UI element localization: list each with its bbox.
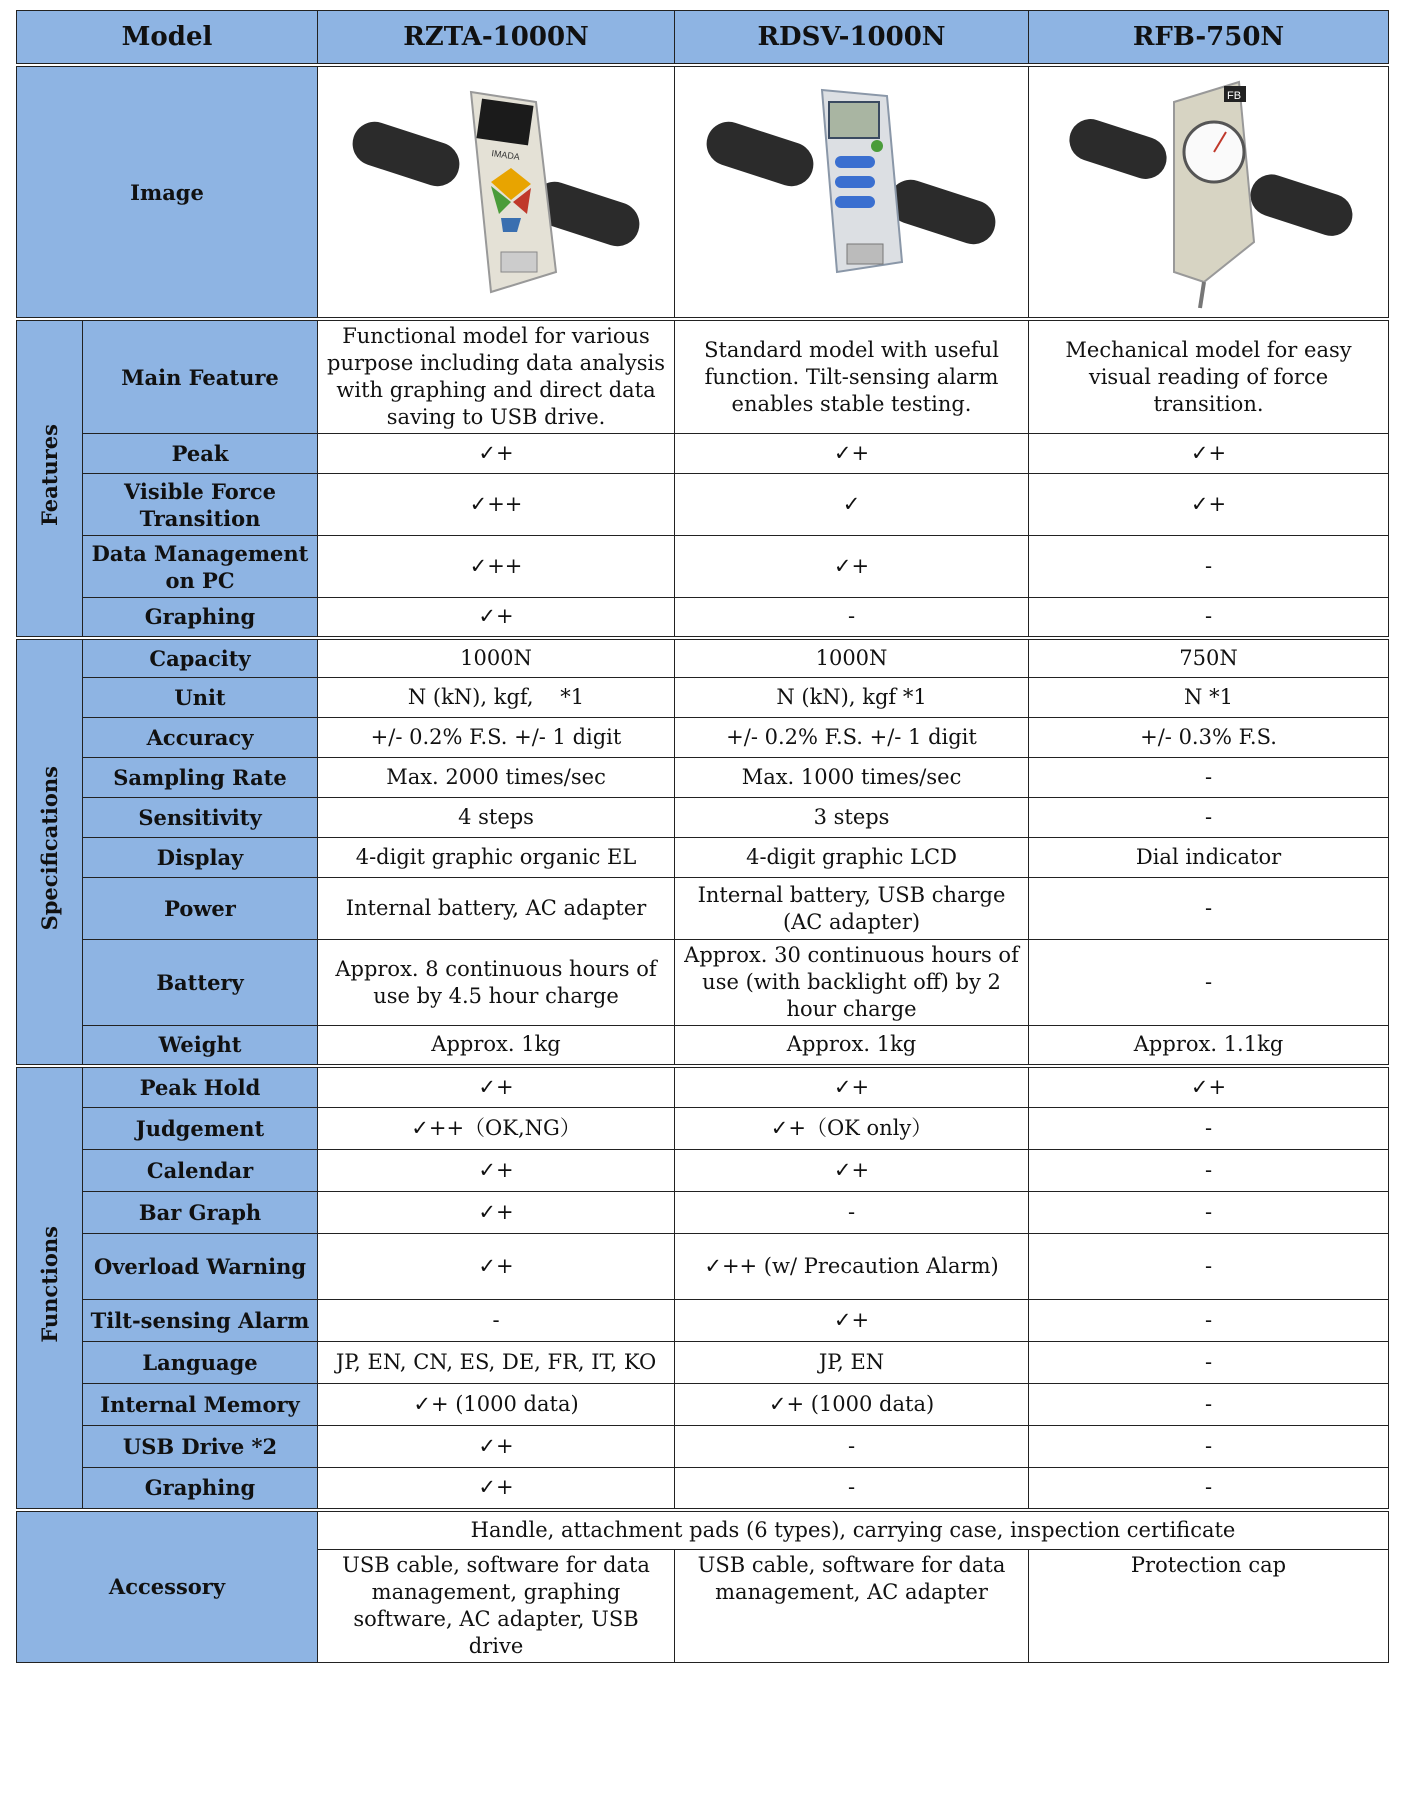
weight-value-1: Approx. 1kg: [318, 1026, 675, 1066]
language-value-2: JP, EN: [675, 1342, 1029, 1384]
capacity-label: Capacity: [83, 638, 318, 678]
row-unit: [17, 678, 1389, 718]
row-function-graphing: [17, 1468, 1389, 1510]
feature-graphing-value-1: ✓+: [318, 598, 675, 638]
calendar-value-2: ✓+: [675, 1150, 1029, 1192]
usb-drive-value-3: -: [1029, 1426, 1389, 1468]
accessory-value-3: Protection cap: [1029, 1550, 1389, 1663]
battery-value-2: Approx. 30 continuous hours of use (with backlight off) by 2 hour charge: [675, 940, 1029, 1026]
sensitivity-value-3: -: [1029, 798, 1389, 838]
language-label: Language: [83, 1342, 318, 1384]
peak-hold-label: Peak Hold: [83, 1066, 318, 1108]
overload-warning-value-2: ✓++ (w/ Precaution Alarm): [675, 1234, 1029, 1300]
row-sensitivity: [17, 798, 1389, 838]
bar-graph-value-1: ✓+: [318, 1192, 675, 1234]
model-header: Model: [17, 11, 318, 66]
peak-hold-value-1: ✓+: [318, 1066, 675, 1108]
calendar-value-1: ✓+: [318, 1150, 675, 1192]
feature-graphing-value-2: -: [675, 598, 1029, 638]
accessory-value-1: USB cable, software for data management, graphing software, AC adapter, USB drive: [318, 1550, 675, 1663]
image-row: [17, 65, 1389, 319]
product-image-3: [1029, 65, 1389, 319]
specifications-group-label: Specifications: [17, 638, 83, 1066]
row-judgement: [17, 1108, 1389, 1150]
internal-memory-value-1: ✓+ (1000 data): [318, 1384, 675, 1426]
features-group-label: Features: [17, 319, 83, 638]
data-management-value-2: ✓+: [675, 536, 1029, 598]
power-value-1: Internal battery, AC adapter: [318, 878, 675, 940]
internal-memory-label: Internal Memory: [83, 1384, 318, 1426]
model-name-1: RZTA-1000N: [318, 11, 675, 66]
sampling-rate-value-2: Max. 1000 times/sec: [675, 758, 1029, 798]
accuracy-value-3: +/- 0.3% F.S.: [1029, 718, 1389, 758]
judgement-value-1: ✓++（OK,NG）: [318, 1108, 675, 1150]
function-graphing-value-3: -: [1029, 1468, 1389, 1510]
accuracy-label: Accuracy: [83, 718, 318, 758]
row-feature-graphing: [17, 598, 1389, 638]
unit-value-3: N *1: [1029, 678, 1389, 718]
product-image-2: [675, 65, 1029, 319]
row-weight: [17, 1026, 1389, 1066]
image-label: Image: [17, 65, 318, 319]
main-feature-value-1: Functional model for various purpose including data analysis with graphing and direct data saving to USB drive.: [318, 319, 675, 434]
row-accuracy: [17, 718, 1389, 758]
sampling-rate-value-3: -: [1029, 758, 1389, 798]
sensitivity-label: Sensitivity: [83, 798, 318, 838]
feature-graphing-label: Graphing: [83, 598, 318, 638]
weight-value-2: Approx. 1kg: [675, 1026, 1029, 1066]
language-value-1: JP, EN, CN, ES, DE, FR, IT, KO: [318, 1342, 675, 1384]
row-peak-hold: [17, 1066, 1389, 1108]
force-gauge-rzta-image: [341, 72, 651, 312]
tilt-alarm-value-1: -: [318, 1300, 675, 1342]
display-value-2: 4-digit graphic LCD: [675, 838, 1029, 878]
visible-force-value-1: ✓++: [318, 474, 675, 536]
display-value-1: 4-digit graphic organic EL: [318, 838, 675, 878]
function-graphing-label: Graphing: [83, 1468, 318, 1510]
row-sampling-rate: [17, 758, 1389, 798]
feature-graphing-value-3: -: [1029, 598, 1389, 638]
row-language: [17, 1342, 1389, 1384]
function-graphing-value-1: ✓+: [318, 1468, 675, 1510]
comparison-table-wrapper: [16, 10, 1388, 1663]
main-feature-value-2: Standard model with useful function. Tilt-sensing alarm enables stable testing.: [675, 319, 1029, 434]
peak-value-2: ✓+: [675, 434, 1029, 474]
accuracy-value-1: +/- 0.2% F.S. +/- 1 digit: [318, 718, 675, 758]
accessory-label: Accessory: [17, 1510, 318, 1663]
battery-label: Battery: [83, 940, 318, 1026]
usb-drive-value-1: ✓+: [318, 1426, 675, 1468]
bar-graph-label: Bar Graph: [83, 1192, 318, 1234]
function-graphing-value-2: -: [675, 1468, 1029, 1510]
row-display: [17, 838, 1389, 878]
bar-graph-value-2: -: [675, 1192, 1029, 1234]
display-value-3: Dial indicator: [1029, 838, 1389, 878]
sensitivity-value-1: 4 steps: [318, 798, 675, 838]
accuracy-value-2: +/- 0.2% F.S. +/- 1 digit: [675, 718, 1029, 758]
usb-drive-label: USB Drive *2: [83, 1426, 318, 1468]
tilt-alarm-label: Tilt-sensing Alarm: [83, 1300, 318, 1342]
data-management-value-1: ✓++: [318, 536, 675, 598]
internal-memory-value-3: -: [1029, 1384, 1389, 1426]
weight-label: Weight: [83, 1026, 318, 1066]
accessory-value-2: USB cable, software for data management, AC adapter: [675, 1550, 1029, 1663]
svg-text:FB: FB: [1226, 90, 1241, 102]
unit-value-1: N (kN), kgf, *1: [318, 678, 675, 718]
unit-value-2: N (kN), kgf *1: [675, 678, 1029, 718]
force-gauge-rfb-image: [1054, 72, 1364, 312]
row-overload-warning: [17, 1234, 1389, 1300]
display-label: Display: [83, 838, 318, 878]
overload-warning-value-3: -: [1029, 1234, 1389, 1300]
peak-label: Peak: [83, 434, 318, 474]
main-feature-label: Main Feature: [83, 319, 318, 434]
power-value-2: Internal battery, USB charge (AC adapter): [675, 878, 1029, 940]
peak-hold-value-2: ✓+: [675, 1066, 1029, 1108]
row-peak: [17, 434, 1389, 474]
main-feature-value-3: Mechanical model for easy visual reading of force transition.: [1029, 319, 1389, 434]
usb-drive-value-2: -: [675, 1426, 1029, 1468]
sampling-rate-label: Sampling Rate: [83, 758, 318, 798]
overload-warning-value-1: ✓+: [318, 1234, 675, 1300]
row-accessory-common: [17, 1510, 1389, 1550]
overload-warning-label: Overload Warning: [83, 1234, 318, 1300]
force-gauge-rdsv-image: [697, 72, 1007, 312]
visible-force-label: Visible Force Transition: [83, 474, 318, 536]
visible-force-value-3: ✓+: [1029, 474, 1389, 536]
tilt-alarm-value-2: ✓+: [675, 1300, 1029, 1342]
model-name-3: RFB-750N: [1029, 11, 1389, 66]
sensitivity-value-2: 3 steps: [675, 798, 1029, 838]
power-value-3: -: [1029, 878, 1389, 940]
row-data-management: [17, 536, 1389, 598]
product-image-1: [318, 65, 675, 319]
capacity-value-2: 1000N: [675, 638, 1029, 678]
judgement-label: Judgement: [83, 1108, 318, 1150]
judgement-value-3: -: [1029, 1108, 1389, 1150]
row-calendar: [17, 1150, 1389, 1192]
row-power: [17, 878, 1389, 940]
unit-label: Unit: [83, 678, 318, 718]
row-bar-graph: [17, 1192, 1389, 1234]
peak-value-1: ✓+: [318, 434, 675, 474]
row-internal-memory: [17, 1384, 1389, 1426]
internal-memory-value-2: ✓+ (1000 data): [675, 1384, 1029, 1426]
weight-value-3: Approx. 1.1kg: [1029, 1026, 1389, 1066]
row-battery: [17, 940, 1389, 1026]
visible-force-value-2: ✓: [675, 474, 1029, 536]
battery-value-1: Approx. 8 continuous hours of use by 4.5 hour charge: [318, 940, 675, 1026]
row-usb-drive: [17, 1426, 1389, 1468]
row-main-feature: [17, 319, 1389, 434]
power-label: Power: [83, 878, 318, 940]
language-value-3: -: [1029, 1342, 1389, 1384]
tilt-alarm-value-3: -: [1029, 1300, 1389, 1342]
row-capacity: [17, 638, 1389, 678]
row-tilt-alarm: [17, 1300, 1389, 1342]
model-name-2: RDSV-1000N: [675, 11, 1029, 66]
svg-text:IMADA: IMADA: [490, 148, 521, 163]
battery-value-3: -: [1029, 940, 1389, 1026]
calendar-label: Calendar: [83, 1150, 318, 1192]
header-row: [17, 11, 1389, 66]
comparison-table: [16, 10, 1389, 1663]
peak-value-3: ✓+: [1029, 434, 1389, 474]
data-management-label: Data Management on PC: [83, 536, 318, 598]
data-management-value-3: -: [1029, 536, 1389, 598]
peak-hold-value-3: ✓+: [1029, 1066, 1389, 1108]
calendar-value-3: -: [1029, 1150, 1389, 1192]
capacity-value-1: 1000N: [318, 638, 675, 678]
accessory-common-value: Handle, attachment pads (6 types), carrying case, inspection certificate: [318, 1510, 1389, 1550]
judgement-value-2: ✓+（OK only）: [675, 1108, 1029, 1150]
row-visible-force: [17, 474, 1389, 536]
functions-group-label: Functions: [17, 1066, 83, 1510]
bar-graph-value-3: -: [1029, 1192, 1389, 1234]
sampling-rate-value-1: Max. 2000 times/sec: [318, 758, 675, 798]
capacity-value-3: 750N: [1029, 638, 1389, 678]
